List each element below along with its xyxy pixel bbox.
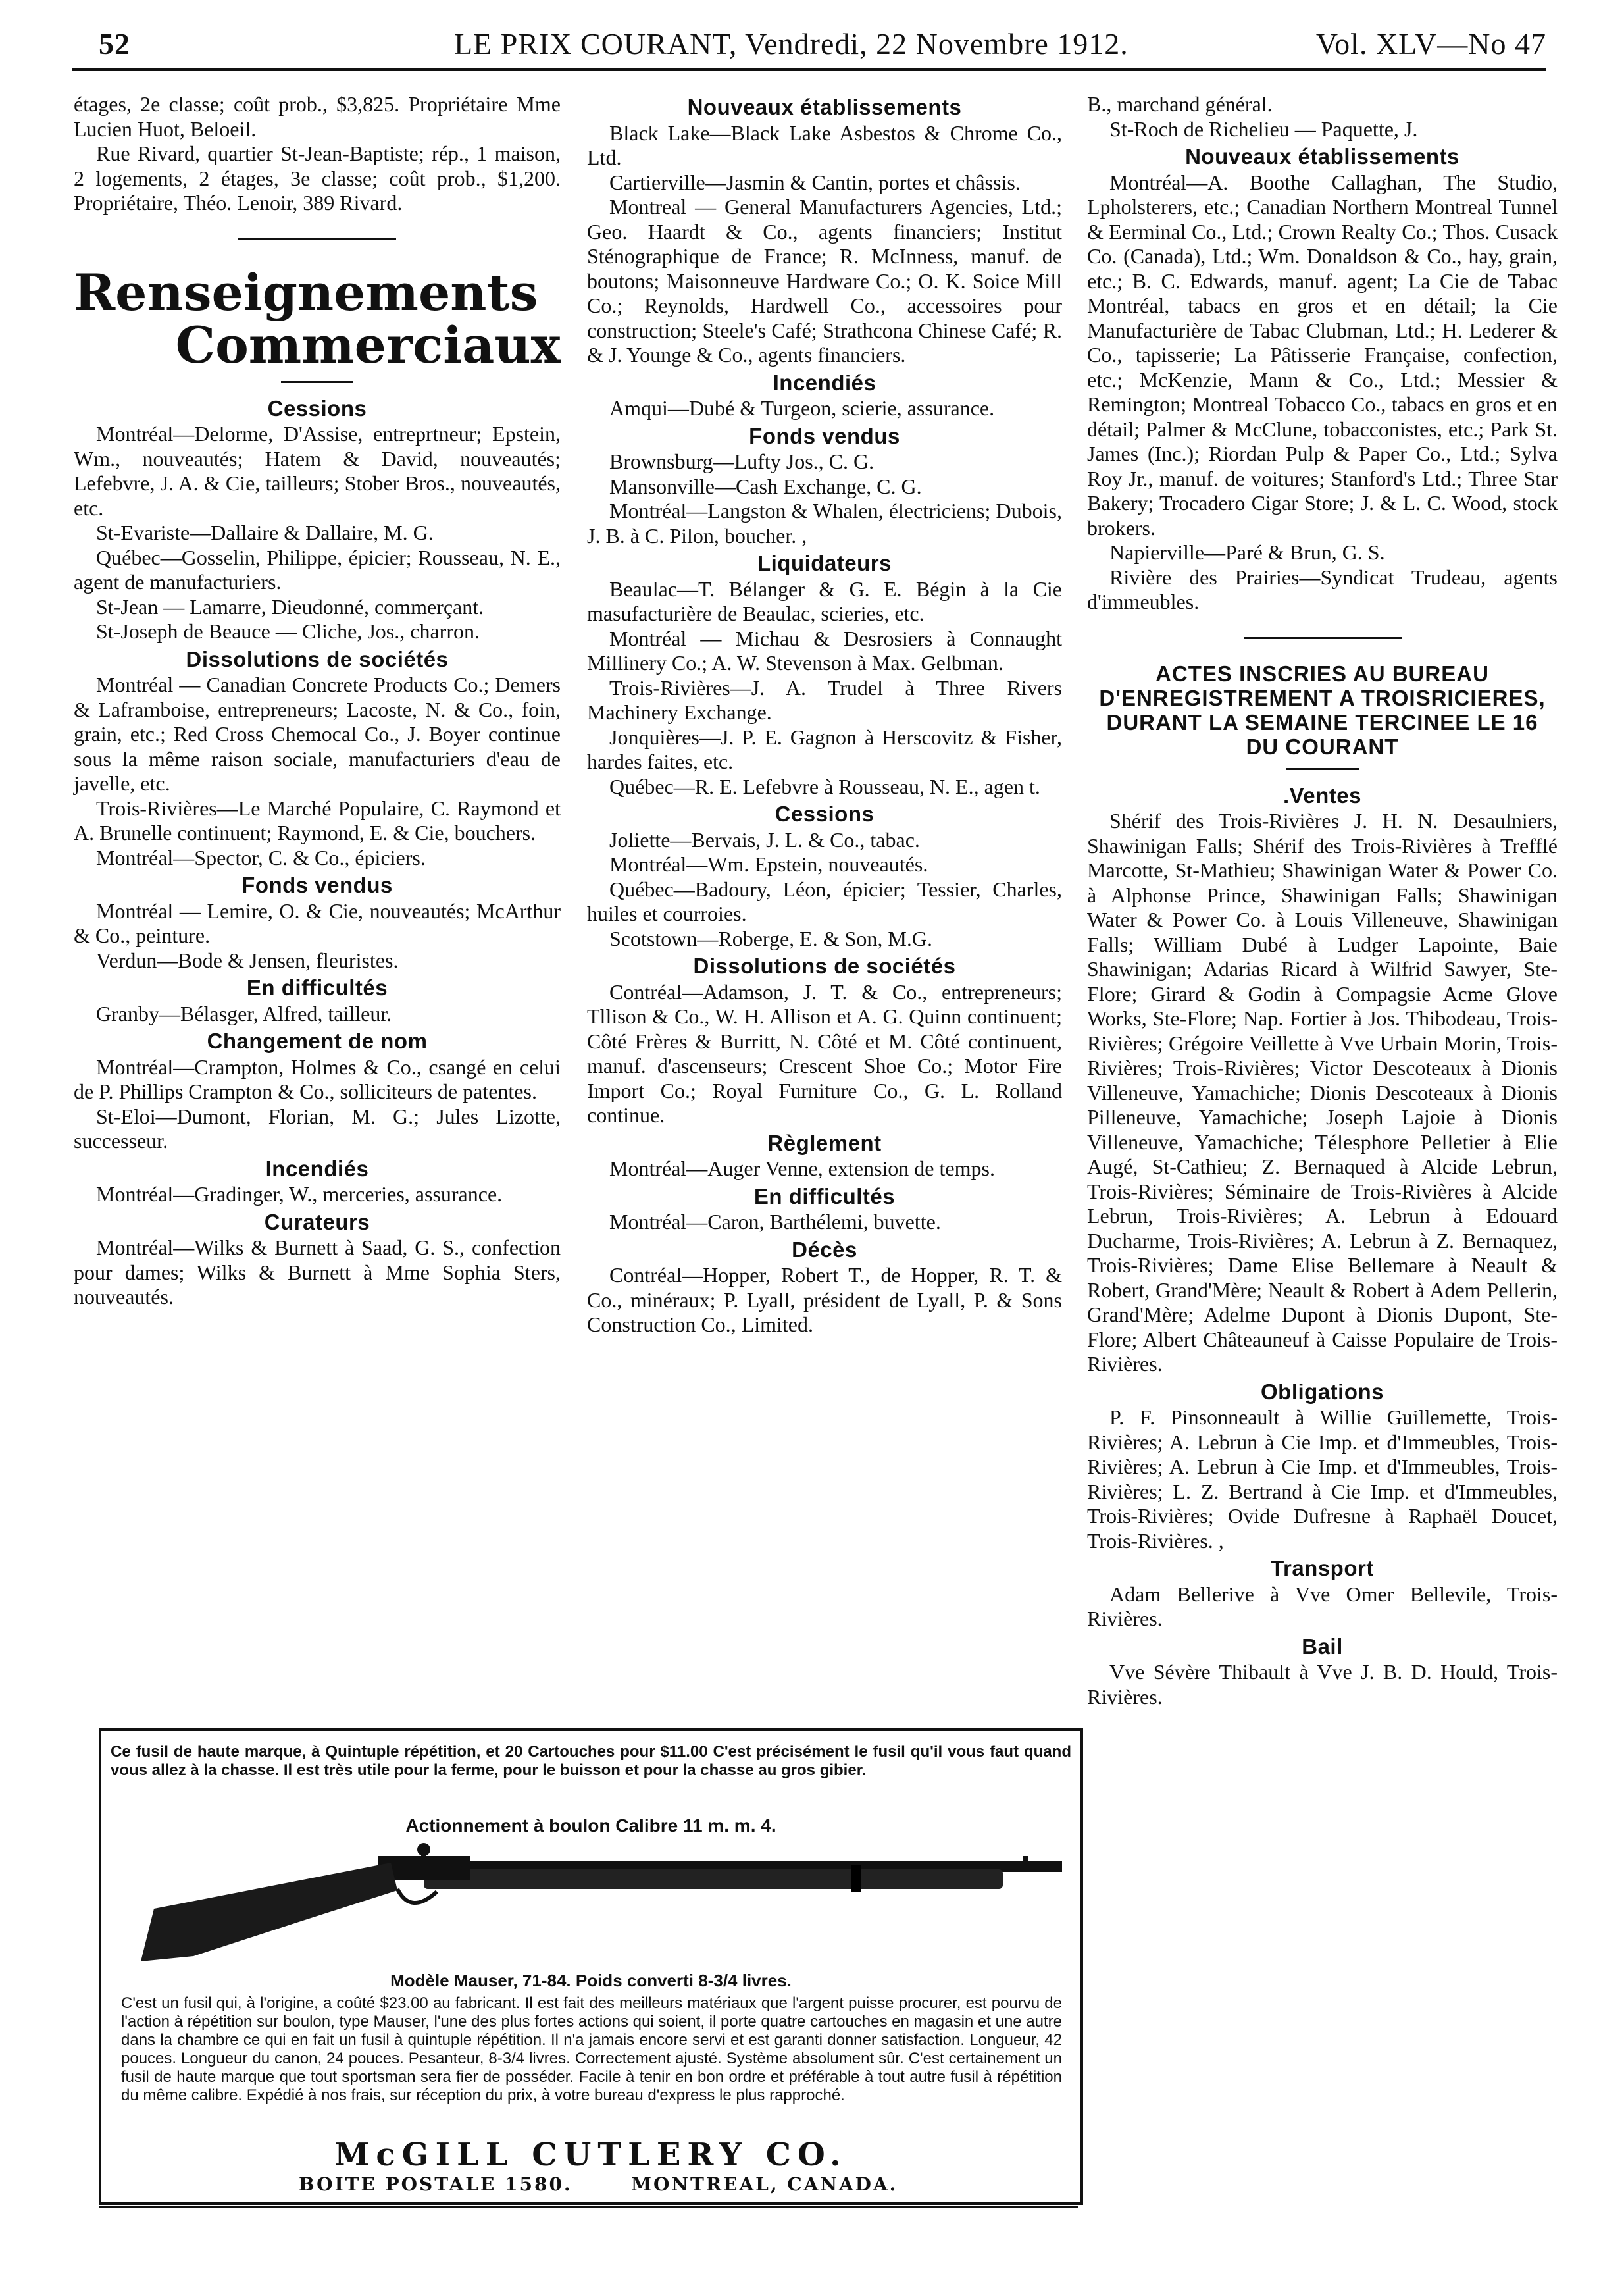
heading-curateurs: Curateurs — [264, 1209, 370, 1234]
heading-dissolutions: Dissolutions de sociétés — [186, 646, 449, 671]
column-3 — [1087, 92, 1558, 1709]
entry: Montréal—Langston & Whalen, électriciens; Dubois, J. B. à C. Pilon, boucher. , — [587, 499, 1062, 548]
entry: Montréal—Spector, C. & Co., épiciers. — [96, 845, 426, 869]
entry: Joliette—Bervais, J. L. & Co., tabac. — [609, 827, 920, 852]
entry: Amqui—Dubé & Turgeon, scierie, assurance. — [609, 396, 995, 420]
entry: Mansonville—Cash Exchange, C. G. — [609, 474, 922, 498]
entry: Beaulac—T. Bélanger & G. E. Bégin à la Cie masufacturière de Beaulac, scieries, etc. — [587, 577, 1062, 625]
rifle-illustration-icon — [114, 1836, 1069, 1968]
article-paragraph: Rue Rivard, quartier St-Jean-Baptiste; rép., 1 maison, 2 logements, 2 étages, 3e classe; coût prob., $1,200. Propriétaire, Théo. Lenoir, 389 Rivard. — [74, 142, 561, 215]
heading-obligations: Obligations — [1261, 1379, 1384, 1404]
entry: St-Evariste—Dallaire & Dallaire, M. G. — [96, 521, 434, 544]
advertisement-box — [99, 1728, 1083, 2205]
title-divider — [1286, 768, 1359, 770]
section-title-line2: Commerciaux — [175, 315, 561, 375]
heading-incendies: Incendiés — [773, 370, 876, 395]
heading-nouveaux-etablissements: Nouveaux établissements — [687, 95, 962, 119]
entry: St-Roch de Richelieu — Paquette, J. — [1109, 116, 1418, 141]
entry: Shérif des Trois-Rivières J. H. N. Desaulniers, Shawinigan Falls; Shérif des Trois-Rivières à Trefflé Marcotte, St-Mathieu; Shawinigan Water & Power Co. à Alphonse Prince, Shawinigan Falls; Shawinigan Water & Power Co. à Louis Villeneuve, Shawinigan Falls; William Dubé à Ludger Lapointe, Baie Shawinigan; Adarias Ricard à Wilfrid Sawyer, Ste-Flore; Girard & Godin à Compagsie Acme Glove Works, Ste-Flore; Nap. Fortier à Jos. Thibodeau, Trois-Rivières; Grégoire Veillette à Vve Urbain Morin, Trois-Rivières; Trois-Rivières; Victor Descoteaux à Dionis Villeneuve, Yamachiche; Dionis Descoteaux à Dionis Pilleneuve, Yamachiche; Joseph Lajoie à Dionis Villeneuve, Yamachiche; Télesphore Pelletier à Elie Augé, St-Cathieu; Z. Bernaqued à Alcide Lebrun, Trois-Rivières; Séminaire de Trois-Rivières à Alcide Lebrun, Trois-Rivières; A. Lebrun à Edouard Ducharme, Trois-Rivières; A. Lebrun à Z. Bernaquez, Trois-Rivières; Dame Elise Bellemare à Neault & Robert, Grand'Mère; Neault & Robert à Adem Pellerin, Grand'Mère; Adelme Dupont à Dionis Dupont, Ste-Flore; Albert Châteauneuf à Caisse Populaire de Trois-Rivières. — [1087, 809, 1558, 1376]
entry: Trois-Rivières—J. A. Trudel à Three Rivers Machinery Exchange. — [587, 675, 1062, 724]
newspaper-title: LE PRIX COURANT, Vendredi, 22 Novembre 1912. — [454, 27, 1129, 61]
heading-en-difficultes: En difficultés — [246, 975, 388, 1000]
entry: P. F. Pinsonneault à Willie Guillemette, Trois-Rivières; A. Lebrun à Cie Imp. et d'Immeubles, Trois-Rivières; A. Lebrun à Cie Imp. et d'Immeubles, Trois-Rivières; L. Z. Bertrand à Cie Imp. et d'Immeubles, Trois-Rivières; Ovide Dufresne à Raphaël Doucet, Trois-Rivières. , — [1087, 1405, 1558, 1553]
entry: Montréal—Wm. Epstein, nouveautés. — [609, 852, 928, 876]
heading-reglement: Règlement — [767, 1130, 882, 1155]
article-paragraph: étages, 2e classe; coût prob., $3,825. Propriétaire Mme Lucien Huot, Beloeil. — [74, 92, 561, 141]
entry: Montréal—Caron, Barthélemi, buvette. — [609, 1210, 941, 1233]
header-rule — [72, 68, 1546, 71]
entry: Montreal — General Manufacturers Agencies, Ltd.; Geo. Haardt & Co., agents financiers; Institut Sténographique de France; R. McInness, manuf. de boutons; Maisonneuve Hardware Co.; O. K. Soice Mill Co.; Reynolds, Hardwell Co., accessoires pour construction; Steele's Café; Strathcona Chinese Café; R. & J. Younge & Co., agents financiers. — [587, 195, 1062, 367]
entry: Montréal—A. Boothe Callaghan, The Studio, Lpholsterers, etc.; Canadian Northern Montreal Tunnel & Eerminal Co., Ltd.; Crown Realty Co.; Thos. Cusack Co. (Canada), Ltd.; Wm. Donaldson & Co., hay, grain, etc.; B. C. Edwards, manuf. agent; La Cie de Tabac Montréal, tabacs en gros et en détail; la Cie Manufacturière de Tabac Clubman, Ltd.; H. Lederer & Co., tapisserie; La Pâtisserie Française, confection, etc.; McKenzie, Mann & Co., Ltd.; Messier & Remington; Montreal Tobacco Co., tabacs en gros et en détail; Palmer & McClune, tobacconistes, etc.; Park St. James (Inc.); Riordan Pulp & Paper Co., Ltd.; Sylva Roy Jr., manuf. de voitures; Stanford's Ltd.; Three Star Bakery; Trocadero Cigar Store; J. & L. C. Wood, stock brokers. — [1087, 170, 1558, 540]
entry: Contréal—Adamson, J. T. & Co., entrepreneurs; Tllison & Co., W. H. Allison et A. G. Quinn continuent; Côté Frères & Burritt, N. Côté et M. Côté continuent, manuf. d'ascenseurs; Crescent Shoe Co.; Motor Fire Import Co.; Royal Furniture Co., G. L. Rolland continue. — [587, 979, 1062, 1127]
ad-po-box: BOITE POSTALE 1580. — [299, 2173, 572, 2195]
heading-incendies: Incendiés — [265, 1156, 369, 1181]
running-head — [99, 26, 1546, 66]
entry: Québec—Badoury, Léon, épicier; Tessier, Charles, huiles et courroies. — [587, 877, 1062, 925]
title-divider — [281, 381, 353, 383]
entry: Montréal — Michau & Desrosiers à Connaught Millinery Co.; A. W. Stevenson à Max. Gelbman. — [587, 626, 1062, 675]
heading-transport: Transport — [1271, 1556, 1374, 1580]
entry: Montréal—Gradinger, W., merceries, assurance. — [96, 1182, 503, 1206]
heading-fonds-vendus: Fonds vendus — [749, 423, 900, 448]
entry: Trois-Rivières—Le Marché Populaire, C. Raymond et A. Brunelle continuent; Raymond, E. & Cie, bouchers. — [74, 796, 561, 844]
heading-nouveaux-etablissements: Nouveaux établissements — [1185, 144, 1459, 168]
bottom-rule — [99, 2206, 1078, 2208]
rifle-stock — [141, 1863, 397, 1961]
rifle-front-sight — [1023, 1856, 1028, 1863]
entry: Black Lake—Black Lake Asbestos & Chrome Co., Ltd. — [587, 120, 1062, 169]
volume-number: Vol. XLV—No 47 — [1315, 27, 1546, 61]
ad-description: C'est un fusil qui, à l'origine, a coûté $23.00 au fabricant. Il est fait des meilleurs matériaux que l'argent puisse procurer, est pourvu de l'action à répétition sur boulon, type Mauser, l'une des plus fortes actions qui soient, il porte quatre cartouches en magasin et une autre dans la chambre ce qui en fait un fusil à quintuple répétition. Il n'a jamais encore servi et est garanti donner satisfaction. Longueur, 42 pouces. Longueur du canon, 24 pouces. Pesanteur, 8-3/4 livres. Correctement ajusté. Système absolument sûr. C'est certainement un fusil de haute marque que tout sportsman sera fier de posséder. Facile à tenir en bon ordre et préférable à tout autre fusil à répétition du même calibre. Expédié à nos frais, sur réception du prix, à votre bureau d'express le plus rapproché. — [121, 1994, 1063, 2104]
ad-model: Modèle Mauser, 71-84. Poids converti 8-3/4 livres. — [390, 1971, 792, 1990]
entry: Montréal—Delorme, D'Assise, entreprtneur; Epstein, Wm., nouveautés; Hatem & David, nouveautés; Lefebvre, J. A. & Cie, tailleurs; Stober Bros., nouveautés, etc. — [74, 422, 561, 520]
page-number: 52 — [99, 27, 130, 61]
entry: Québec—R. E. Lefebvre à Rousseau, N. E., agen t. — [609, 774, 1040, 798]
entry: Adam Bellerive à Vve Omer Bellevile, Trois-Rivières. — [1087, 1582, 1558, 1630]
entry: Rivière des Prairies—Syndicat Trudeau, agents d'immeubles. — [1087, 565, 1558, 613]
ad-intro: Ce fusil de haute marque, à Quintuple répétition, et 20 Cartouches pour $11.00 C'est précisément le fusil qu'il vous faut quand vous allez à la chasse. Il est très utile pour la ferme, pour le buisson et pour la chasse au gros gibier. — [111, 1743, 1071, 1779]
section-title — [74, 263, 561, 375]
entry: Montréal—Wilks & Burnett à Saad, G. S., confection pour dames; Wilks & Burnett à Mme Sophia Sters, nouveautés. — [74, 1235, 561, 1308]
heading-en-difficultes: En difficultés — [753, 1183, 896, 1208]
entry: Vve Sévère Thibault à Vve J. B. D. Hould, Trois-Rivières. — [1087, 1660, 1558, 1709]
entry: St-Eloi—Dumont, Florian, M. G.; Jules Lizotte, successeur. — [74, 1104, 561, 1152]
rifle-barrel-band — [851, 1865, 861, 1892]
section-title-line1: Renseignements — [74, 263, 538, 322]
rifle-trigger-guard — [397, 1889, 437, 1903]
entry: Scotstown—Roberge, E. & Son, M.G. — [609, 926, 932, 950]
entry: Montréal — Canadian Concrete Products Co.; Demers & Laframboise, entrepreneurs; Lacoste, N. & Co., foin, grain, etc.; Red Cross Chemocal Co., J. Boyer continue sous la même raison sociale, manufacturiers d'eau de javelle, etc. — [74, 673, 561, 795]
column-2 — [587, 92, 1062, 1337]
entry: Brownsburg—Lufty Jos., C. G. — [609, 450, 875, 473]
entry: Jonquières—J. P. E. Gagnon à Herscovitz & Fisher, hardes faites, etc. — [587, 725, 1062, 773]
entry: St-Jean — Lamarre, Dieudonné, commerçant. — [96, 594, 484, 619]
heading-fonds-vendus: Fonds vendus — [241, 873, 393, 897]
entry: Granby—Bélasger, Alfred, tailleur. — [96, 1001, 392, 1025]
entry: Québec—Gosselin, Philippe, épicier; Rousseau, N. E., agent de manufacturiers. — [74, 545, 561, 594]
heading-cessions: Cessions — [267, 396, 367, 421]
heading-cessions: Cessions — [774, 802, 875, 826]
ad-company: McGILL CUTLERY CO. — [334, 2136, 848, 2173]
entry: Montréal—Auger Venne, extension de temps. — [609, 1156, 995, 1180]
entry: B., marchand général. — [1087, 92, 1273, 116]
section-divider — [1244, 637, 1402, 639]
entry: Verdun—Bode & Jensen, fleuristes. — [96, 948, 399, 972]
ad-headline: Actionnement à boulon Calibre 11 m. m. 4. — [405, 1815, 776, 1836]
heading-liquidateurs: Liquidateurs — [757, 551, 892, 575]
heading-ventes: .Ventes — [1282, 783, 1362, 808]
entry: St-Joseph de Beauce — Cliche, Jos., charron. — [96, 619, 480, 643]
heading-bail: Bail — [1302, 1634, 1343, 1659]
entry: Cartierville—Jasmin & Cantin, portes et châssis. — [609, 170, 1021, 194]
entry: Napierville—Paré & Brun, G. S. — [1109, 540, 1385, 564]
actes-title: ACTES INSCRIES AU BUREAU D'ENREGISTREMENT A TROISRICIERES, DURANT LA SEMAINE TERCINEE LE 16 DU COURANT — [1099, 661, 1546, 759]
entry: Contréal—Hopper, Robert T., de Hopper, R. T. & Co., minéraux; P. Lyall, président de Lyall, P. & Sons Construction Co., Limited. — [587, 1263, 1062, 1336]
section-divider — [238, 238, 396, 240]
rifle-forestock — [424, 1869, 1003, 1889]
entry: Montréal—Crampton, Holmes & Co., csangé en celui de P. Phillips Crampton & Co., solliciteurs de patentes. — [74, 1054, 561, 1103]
rifle-bolt-handle — [421, 1850, 426, 1863]
heading-deces: Décès — [792, 1237, 857, 1262]
column-1 — [74, 92, 561, 1310]
heading-changement-de-nom: Changement de nom — [207, 1029, 428, 1053]
heading-dissolutions: Dissolutions de sociétés — [693, 954, 956, 978]
entry: Montréal — Lemire, O. & Cie, nouveautés; McArthur & Co., peinture. — [74, 898, 561, 947]
ad-city: MONTREAL, CANADA. — [631, 2173, 898, 2195]
